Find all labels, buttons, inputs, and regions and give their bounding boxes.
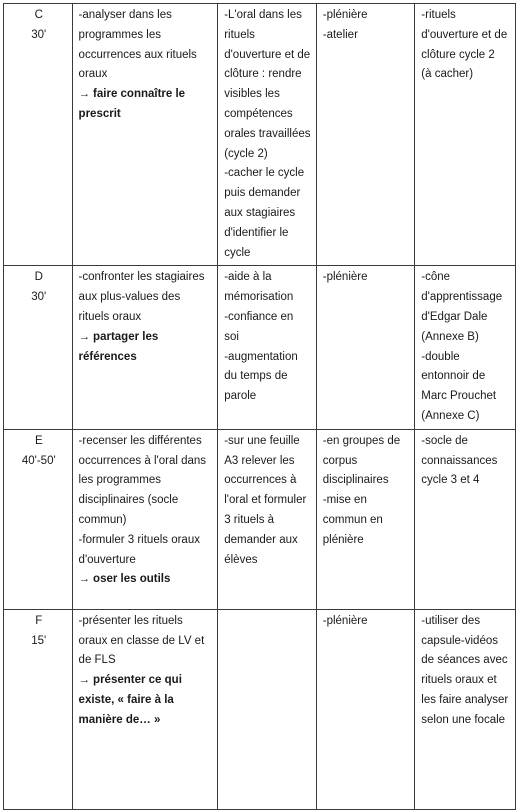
arrow-right-icon: →	[78, 674, 91, 687]
arrow-right-icon: →	[78, 88, 91, 101]
cell-line: de séances avec	[421, 654, 508, 667]
cell-line: -plénière	[322, 614, 368, 627]
resource-cell	[415, 609, 516, 809]
table-row	[4, 609, 516, 809]
cell-line: capsule-vidéos	[421, 634, 498, 647]
cell-line: parole	[224, 390, 257, 403]
cell-line: rituels oraux et	[421, 674, 497, 687]
cell-line: les programmes	[78, 474, 161, 487]
table-row	[4, 4, 516, 266]
objective-cell	[72, 266, 218, 429]
resource-cell	[415, 266, 516, 429]
cell-line: oraux	[78, 68, 108, 81]
cell-line: commun)	[78, 513, 127, 526]
session-table	[3, 3, 516, 810]
cell-line: -utiliser des	[421, 614, 481, 627]
cell-line: soi	[224, 330, 239, 343]
content-cell	[218, 266, 317, 429]
cell-line: (Annexe B)	[421, 330, 479, 343]
modality-cell	[316, 4, 415, 266]
cell-line: -en groupes de	[322, 434, 401, 447]
cell-line: programmes les	[78, 28, 161, 41]
table-row	[4, 429, 516, 609]
objective-cell	[72, 429, 218, 609]
cell-line: clôture : rendre	[224, 68, 302, 81]
cell-line: occurrences à	[224, 474, 297, 487]
key-action	[79, 570, 214, 590]
cell-line: d'ouverture et de	[224, 48, 311, 61]
key-action	[79, 328, 214, 348]
arrow-right-icon: →	[78, 330, 91, 343]
content-cell	[218, 609, 317, 809]
content-cell	[218, 429, 317, 609]
cell-line: entonnoir de	[421, 370, 486, 383]
cell-line: orales travaillées	[224, 127, 311, 140]
cell-line: commun en	[322, 513, 383, 526]
cell-line: d'ouverture	[78, 553, 136, 566]
cell-line: disciplinaires	[322, 474, 389, 487]
cell-line: compétences	[224, 107, 293, 120]
cell-line: selon une focale	[421, 713, 506, 726]
cell-line: connaissances	[421, 454, 498, 467]
cell-line: (Annexe C)	[421, 409, 480, 422]
cell-line: (cycle 2)	[224, 147, 268, 160]
cell-line: -L'oral dans les	[224, 9, 302, 21]
cell-line: oraux en classe de LV et	[78, 634, 205, 647]
cell-line: (à cacher)	[421, 68, 474, 81]
resource-cell	[415, 4, 516, 266]
content-cell	[218, 4, 317, 266]
cell-line: -présenter les rituels	[78, 614, 183, 627]
cell-line: cycle 3 et 4	[421, 474, 480, 487]
cell-line: rituels	[224, 28, 255, 41]
cell-line: 3 rituels à	[224, 513, 275, 526]
cell-line: -cacher le cycle	[224, 167, 305, 180]
cell-line: plénière	[322, 533, 364, 546]
cell-line: -formuler 3 rituels oraux	[78, 533, 200, 546]
phase-cell: D 30'	[4, 266, 73, 429]
key-action-text: oser les outils	[93, 573, 171, 586]
cell-line: du temps de	[224, 370, 288, 383]
cell-line: -aide à la	[224, 271, 272, 284]
cell-line: puis demander	[224, 187, 301, 200]
cell-line: les faire analyser	[421, 693, 509, 706]
cell-line: de FLS	[78, 654, 116, 667]
cell-line: d'Edgar Dale	[421, 310, 488, 323]
cell-line: clôture cycle 2	[421, 48, 495, 61]
cell-line: visibles les	[224, 88, 280, 101]
phase-cell: C 30'	[4, 4, 73, 266]
cell-line: -analyser dans les	[78, 9, 172, 21]
cell-line: cycle	[224, 246, 251, 259]
cell-line: d'identifier le	[224, 226, 289, 239]
cell-line: -recenser les différentes	[78, 434, 202, 447]
phase-cell: F 15'	[4, 609, 73, 809]
cell-line: -plénière	[322, 271, 368, 284]
cell-line: -plénière	[322, 9, 368, 21]
key-action-text: présenter ce qui	[93, 674, 182, 687]
cell-line: -sur une feuille	[224, 434, 300, 447]
cell-line: -confronter les stagiaires	[78, 271, 205, 284]
cell-line: -double	[421, 350, 460, 363]
cell-line: Marc Prouchet	[421, 390, 497, 403]
cell-line: d'apprentissage	[421, 291, 503, 304]
key-action-line: existe, « faire à la	[78, 693, 174, 706]
objective-cell	[72, 4, 218, 266]
cell-line: élèves	[224, 553, 258, 566]
cell-line: -socle de	[421, 434, 468, 447]
cell-line: l'oral et formuler	[224, 494, 307, 507]
modality-cell	[316, 266, 415, 429]
cell-line: aux stagiaires	[224, 206, 296, 219]
phase-cell: E 40'-50'	[4, 429, 73, 609]
cell-line: occurrences aux rituels	[78, 48, 197, 61]
cell-line: rituels oraux	[78, 310, 142, 323]
cell-line: -confiance en	[224, 310, 294, 323]
key-action	[79, 671, 214, 691]
cell-line: -cône	[421, 271, 451, 284]
key-action	[79, 85, 214, 105]
cell-line: aux plus-values des	[78, 291, 181, 304]
cell-line: disciplinaires (socle	[78, 494, 179, 507]
key-action-line: manière de… »	[78, 713, 161, 726]
table-row	[4, 266, 516, 429]
cell-line: mémorisation	[224, 291, 294, 304]
modality-cell	[316, 609, 415, 809]
resource-cell	[415, 429, 516, 609]
key-action-text: partager les	[93, 330, 159, 343]
cell-line: demander aux	[224, 533, 298, 546]
cell-line: -atelier	[322, 28, 358, 41]
cell-line: -mise en	[322, 494, 367, 507]
modality-cell	[316, 429, 415, 609]
key-action-text: faire connaître le	[93, 88, 186, 101]
cell-line: -augmentation	[224, 350, 298, 363]
cell-line: A3 relever les	[224, 454, 295, 467]
cell-line: -rituels	[421, 9, 456, 21]
cell-line: corpus	[322, 454, 358, 467]
objective-cell	[72, 609, 218, 809]
cell-line: d'ouverture et de	[421, 28, 508, 41]
cell-line: occurrences à l'oral dans	[78, 454, 207, 467]
key-action-line: références	[78, 350, 137, 363]
arrow-right-icon: →	[78, 573, 91, 586]
key-action-line: prescrit	[78, 107, 121, 120]
